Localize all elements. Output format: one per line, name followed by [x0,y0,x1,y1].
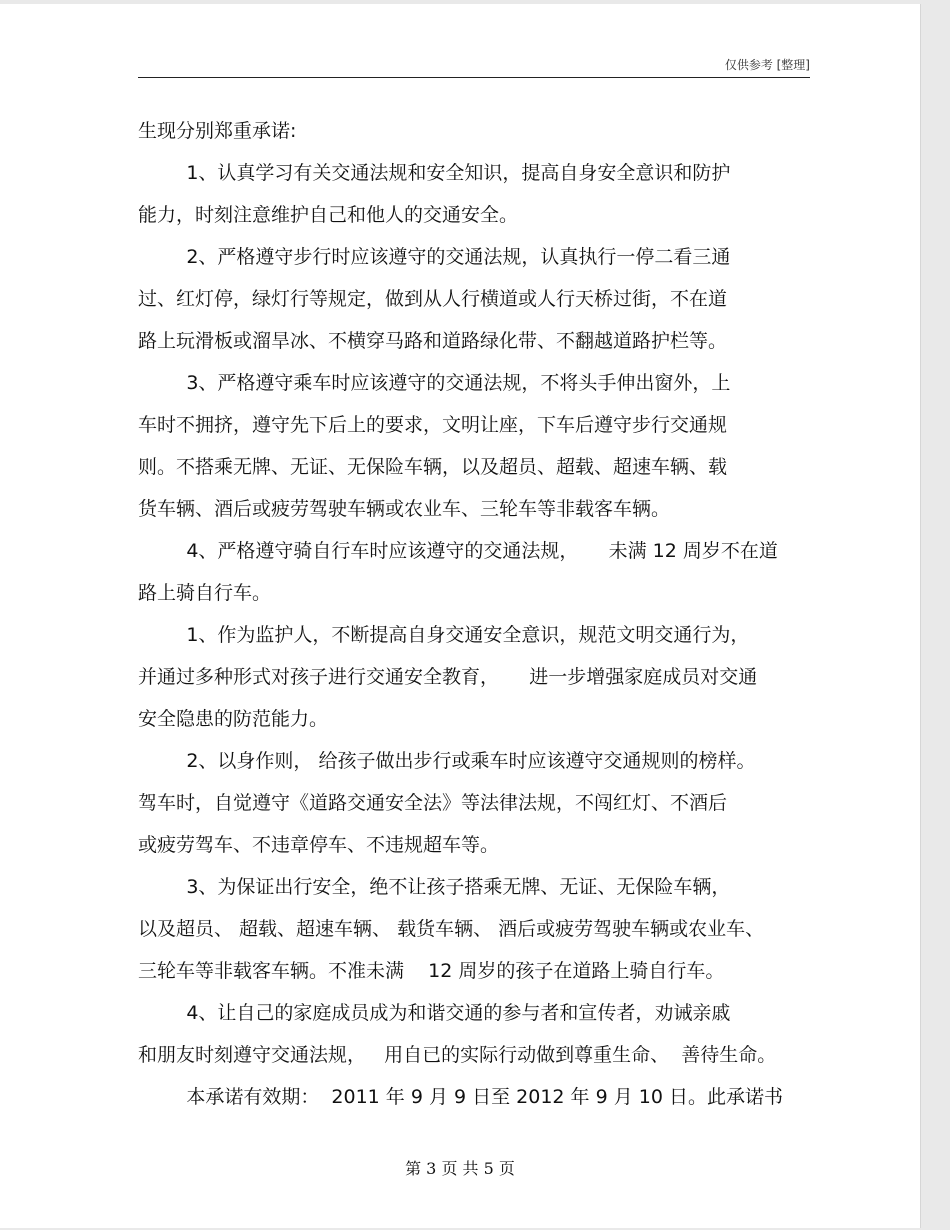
text-line: 3、为保证出行安全，绝不让孩子搭乘无牌、无证、无保险车辆， [138,876,731,898]
document-page [0,4,921,1228]
text-line: 以及超员、 超载、超速车辆、 载货车辆、 酒后或疲劳驾驶车辆或农业车、 [138,918,765,940]
text-line: 货车辆、酒后或疲劳驾驶车辆或农业车、三轮车等非载客车辆。 [138,498,671,520]
text-line: 本承诺有效期： 2011 年 9 月 9 日至 2012 年 9 月 10 日。此承诺书 [138,1086,783,1108]
text-line: 并通过多种形式对孩子进行交通安全教育， 进一步增强家庭成员对交通 [138,666,758,688]
text-line: 路上骑自行车。 [138,582,272,604]
text-line: 车时不拥挤，遵守先下后上的要求，文明让座，下车后遵守步行交通规 [138,414,728,436]
body-text [138,110,818,1118]
text-line: 则。不搭乘无牌、无证、无保险车辆，以及超员、超载、超速车辆、载 [138,456,728,478]
header-divider [138,77,810,78]
text-line: 过、红灯停，绿灯行等规定，做到从人行横道或人行天桥过街，不在道 [138,288,728,310]
text-line: 能力，时刻注意维护自己和他人的交通安全。 [138,204,519,226]
text-line: 驾车时，自觉遵守《道路交通安全法》等法律法规，不闯红灯、不酒后 [138,792,728,814]
text-line: 三轮车等非载客车辆。不准未满 12 周岁的孩子在道路上骑自行车。 [138,960,725,982]
text-line: 安全隐患的防范能力。 [138,708,329,730]
text-line: 和朋友时刻遵守交通法规， 用自已的实际行动做到尊重生命、 善待生命。 [138,1044,777,1066]
text-line: 路上玩滑板或溜旱冰、不横穿马路和道路绿化带、不翻越道路护栏等。 [138,330,728,352]
text-line: 2、严格遵守步行时应该遵守的交通法规，认真执行一停二看三通 [138,246,731,268]
text-line: 4、让自己的家庭成员成为和谐交通的参与者和宣传者，劝诫亲戚 [138,1002,731,1024]
header-note: 仅供参考 [整理] [724,58,810,72]
text-line: 1、认真学习有关交通法规和安全知识，提高自身安全意识和防护 [138,162,731,184]
text-line: 3、严格遵守乘车时应该遵守的交通法规，不将头手伸出窗外，上 [138,372,731,394]
text-line: 1、作为监护人，不断提高自身交通安全意识，规范文明交通行为， [138,624,750,646]
text-line: 4、严格遵守骑自行车时应该遵守的交通法规， 未满 12 周岁不在道 [138,540,778,562]
page-number-footer: 第 3 页 共 5 页 [405,1159,515,1178]
text-line: 2、以身作则， 给孩子做出步行或乘车时应该遵守交通规则的榜样。 [138,750,756,772]
text-line: 生现分别郑重承诺: [138,120,297,142]
text-line: 或疲劳驾车、不违章停车、不违规超车等。 [138,834,500,856]
